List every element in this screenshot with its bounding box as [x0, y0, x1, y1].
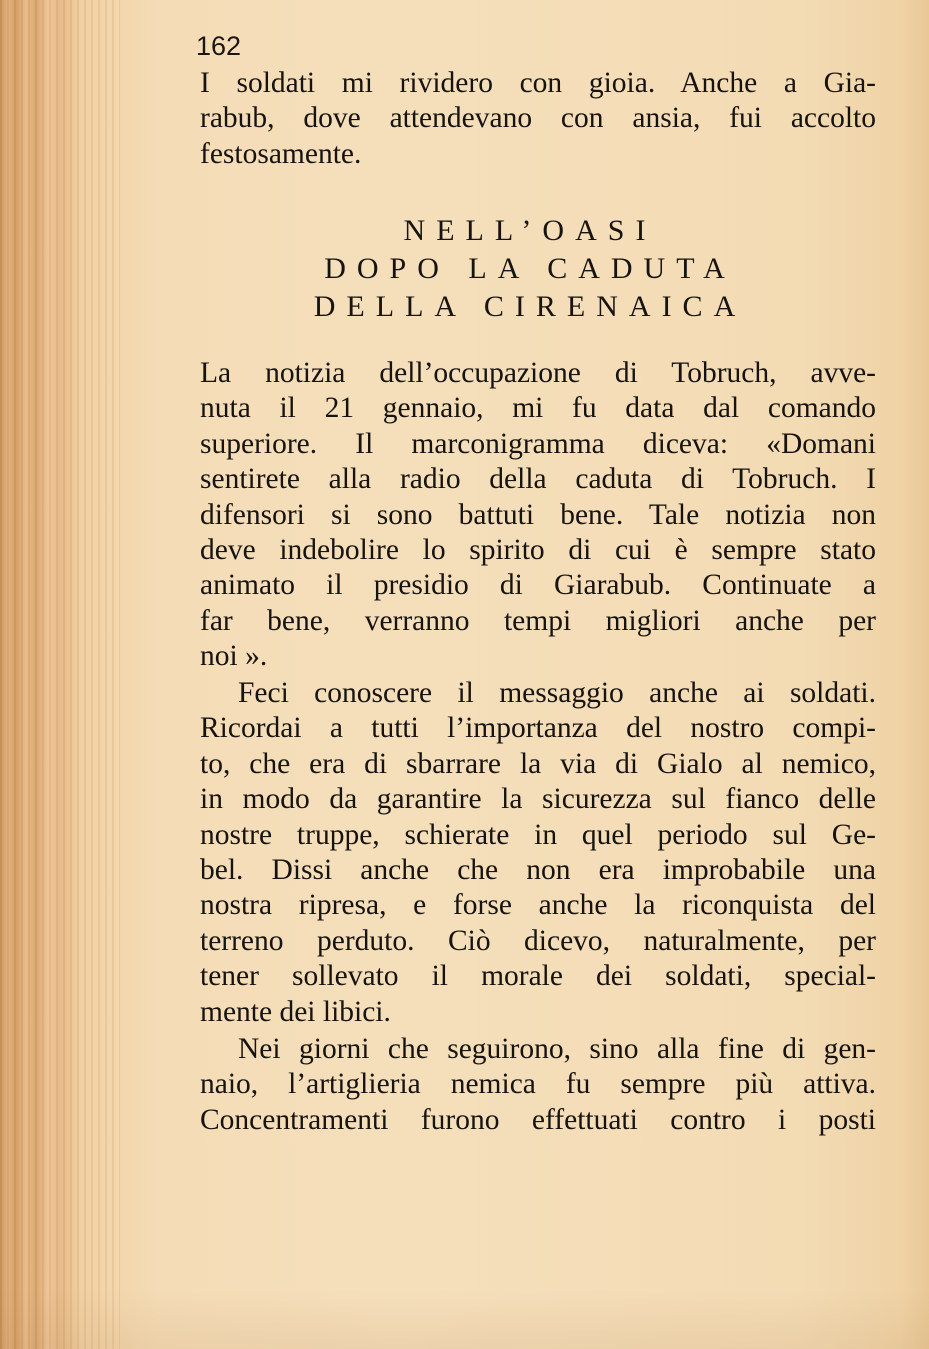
- text-line: La notizia dell’occupazione di Tobruch, avve-: [200, 357, 876, 389]
- text-line: mente dei libici.: [200, 995, 391, 1028]
- text-line: bel. Dissi anche che non era improbabile una: [200, 853, 876, 886]
- heading-line-1: NELL’OASI: [403, 214, 657, 247]
- text-line: nuta il 21 gennaio, mi fu data dal comando: [200, 392, 876, 425]
- heading-line-3: DELLA CIRENAICA: [313, 290, 747, 323]
- text-line: I soldati mi rividero con gioia. Anche a Gia-: [200, 67, 876, 99]
- text-line: superiore. Il marconigramma diceva: «Domani: [200, 427, 876, 460]
- section-heading: [290, 212, 770, 326]
- text-line: Ricordai a tutti l’importanza del nostro compi-: [200, 712, 876, 745]
- paragraph-2: [200, 676, 876, 1030]
- text-line: tener sollevato il morale dei soldati, special-: [200, 960, 876, 993]
- text-line: animato il presidio di Giarabub. Continuate a: [200, 569, 876, 602]
- text-line: nostre truppe, schierate in quel periodo sul Ge-: [200, 818, 876, 851]
- text-line: far bene, verranno tempi migliori anche per: [200, 604, 876, 637]
- text-line: nostra ripresa, e forse anche la riconquista del: [200, 889, 876, 922]
- intro-paragraph: [200, 66, 876, 172]
- text-line: noi ».: [200, 640, 268, 673]
- text-line: Concentramenti furono effettuati contro i posti: [200, 1103, 876, 1136]
- text-line: Feci conoscere il messaggio anche ai soldati.: [238, 677, 876, 709]
- text-line: Nei giorni che seguirono, sino alla fine di gen-: [238, 1033, 876, 1065]
- text-line: naio, l’artiglieria nemica fu sempre più attiva.: [200, 1068, 876, 1101]
- text-line: deve indebolire lo spirito di cui è sempre stato: [200, 533, 876, 566]
- heading-line-2: DOPO LA CADUTA: [324, 252, 736, 285]
- text-line: to, che era di sbarrare la via di Gialo al nemico,: [200, 747, 876, 780]
- paragraph-1: [200, 356, 876, 675]
- paragraph-3: [200, 1032, 876, 1138]
- text-line: difensori si sono battuti bene. Tale notizia non: [200, 498, 876, 531]
- text-line: festosamente.: [200, 137, 362, 170]
- page-number: 162: [196, 31, 242, 61]
- text-line: rabub, dove attendevano con ansia, fui accolto: [200, 102, 876, 135]
- text-line: in modo da garantire la sicurezza sul fianco delle: [200, 783, 876, 816]
- text-line: sentirete alla radio della caduta di Tobruch. I: [200, 463, 876, 496]
- text-line: terreno perduto. Ciò dicevo, naturalmente, per: [200, 924, 876, 957]
